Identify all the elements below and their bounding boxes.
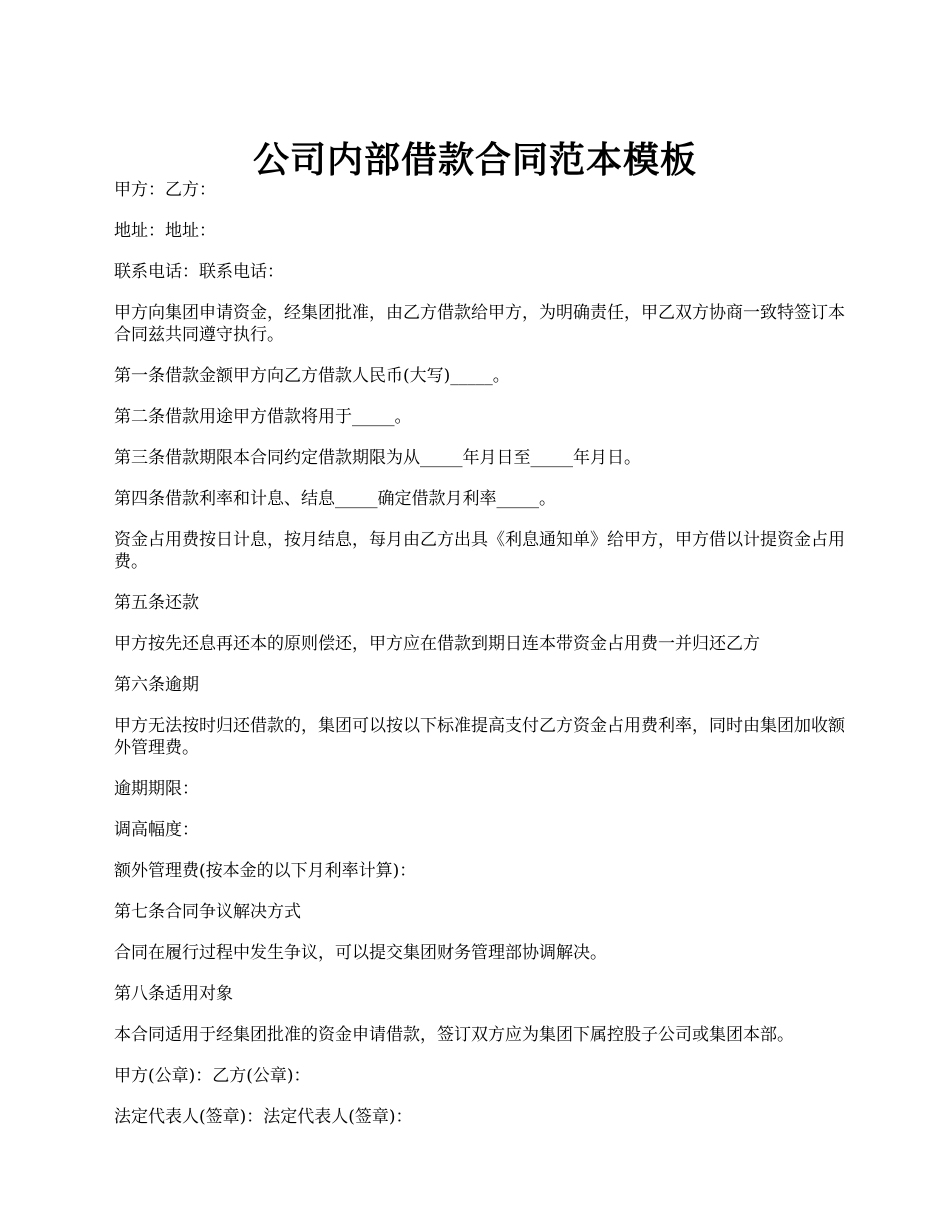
document-body [114,179,854,1147]
paragraph-phone: 联系电话：联系电话： [114,262,284,282]
paragraph-article-7-body: 合同在履行过程中发生争议，可以提交集团财务管理部协调解决。 [114,943,607,963]
paragraph-seals: 甲方(公章)：乙方(公章)： [114,1066,311,1086]
paragraph-rate-increase: 调高幅度： [114,820,199,840]
paragraph-article-4: 第四条借款利率和计息、结息_____确定借款月利率_____。 [114,489,556,509]
paragraph-article-1: 第一条借款金额甲方向乙方借款人民币(大写)_____。 [114,366,510,386]
paragraph-preamble: 甲方向集团申请资金，经集团批准，由乙方借款给甲方，为明确责任，甲乙双方协商一致特签订本合同兹共同遵守执行。 [114,303,845,345]
paragraph-article-7-heading: 第七条合同争议解决方式 [114,902,301,922]
paragraph-article-6-heading: 第六条逾期 [114,675,199,695]
paragraph-address: 地址：地址： [114,221,216,241]
paragraph-article-2: 第二条借款用途甲方借款将用于_____。 [114,407,412,427]
paragraph-interest-note: 资金占用费按日计息，按月结息，每月由乙方出具《利息通知单》给甲方，甲方借以计提资金占用费。 [114,530,845,572]
paragraph-article-6-body: 甲方无法按时归还借款的，集团可以按以下标准提高支付乙方资金占用费利率，同时由集团加收额外管理费。 [114,716,845,758]
document-title: 公司内部借款合同范本模板 [252,139,697,182]
paragraph-article-5-body: 甲方按先还息再还本的原则偿还，甲方应在借款到期日连本带资金占用费一并归还乙方 [114,634,760,654]
paragraph-legal-representatives: 法定代表人(签章)：法定代表人(签章)： [114,1107,413,1127]
paragraph-overdue-period: 逾期期限： [114,779,199,799]
paragraph-article-3: 第三条借款期限本合同约定借款期限为从_____年月日至_____年月日。 [114,448,641,468]
paragraph-parties: 甲方：乙方： [114,180,216,200]
paragraph-extra-fee: 额外管理费(按本金的以下月利率计算)： [114,861,417,881]
paragraph-article-5-heading: 第五条还款 [114,593,199,613]
paragraph-article-8-heading: 第八条适用对象 [114,984,233,1004]
paragraph-article-8-body: 本合同适用于经集团批准的资金申请借款，签订双方应为集团下属控股子公司或集团本部。 [114,1025,794,1045]
